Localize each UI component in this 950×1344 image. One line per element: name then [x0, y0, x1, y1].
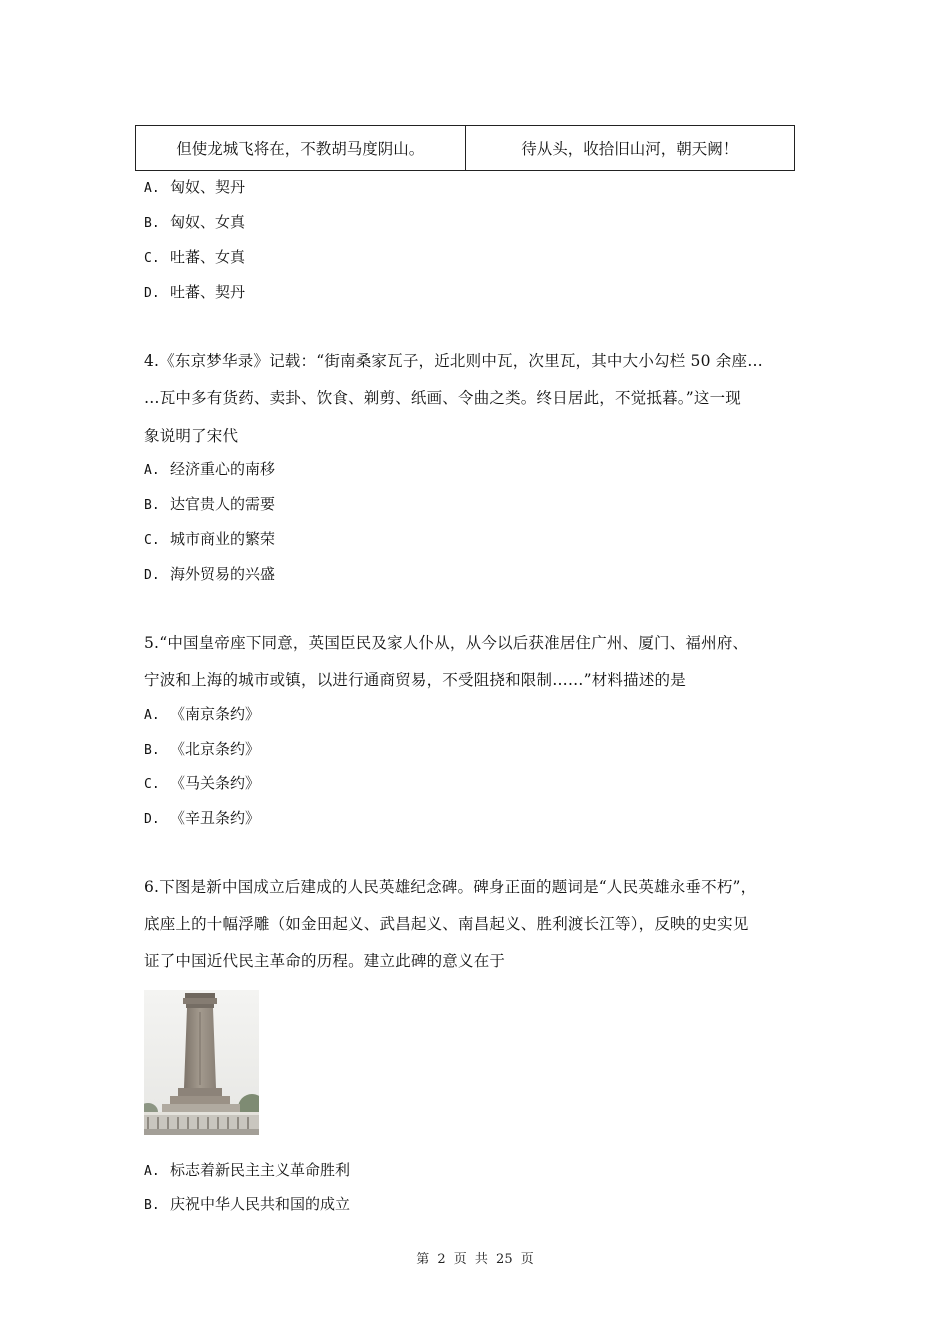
quote-cell-right: 待从头，收拾旧山河，朝天阙！	[521, 140, 739, 158]
q4-option-a: A. 经济重心的南移	[144, 460, 276, 478]
q5-line-1: 5.“中国皇帝座下同意，英国臣民及家人仆从，从今以后获准居住广州、厦门、福州府、	[144, 634, 749, 652]
page-footer: 第 2 页 共 25 页	[416, 1252, 534, 1267]
q6-line-1: 6.下图是新中国成立后建成的人民英雄纪念碑。碑身正面的题词是“人民英雄永垂不朽”，	[144, 878, 757, 896]
q4-option-d: D. 海外贸易的兴盛	[144, 565, 276, 583]
quote-cell-left: 但使龙城飞将在，不教胡马度阴山。	[136, 126, 466, 170]
q4-line-2: …瓦中多有货药、卖卦、饮食、剃剪、纸画、令曲之类。终日居此，不觉抵暮。”这一现	[144, 389, 741, 407]
q4-option-c: C. 城市商业的繁荣	[144, 530, 276, 548]
q3-option-c: C. 吐蕃、女真	[144, 248, 246, 266]
q4-option-b: B. 达官贵人的需要	[144, 495, 276, 513]
q5-option-d: D. 《辛丑条约》	[144, 809, 261, 827]
q5-option-c: C. 《马关条约》	[144, 774, 261, 792]
q3-option-b: B. 匈奴、女真	[144, 213, 246, 231]
q3-option-a: A. 匈奴、契丹	[144, 178, 246, 196]
q4-line-3: 象说明了宋代	[144, 427, 239, 445]
q5-option-a: A. 《南京条约》	[144, 705, 261, 723]
monument-photo	[144, 990, 259, 1135]
q5-option-b: B. 《北京条约》	[144, 740, 261, 758]
q6-line-3: 证了中国近代民主革命的历程。建立此碑的意义在于	[144, 952, 506, 970]
q3-option-d: D. 吐蕃、契丹	[144, 283, 246, 301]
quote-table	[135, 125, 795, 171]
q4-line-1: 4.《东京梦华录》记载：“街南桑家瓦子，近北则中瓦，次里瓦，其中大小勾栏 50 余座…	[144, 352, 763, 370]
q5-line-2: 宁波和上海的城市或镇，以进行通商贸易，不受阻挠和限制……”材料描述的是	[144, 671, 686, 689]
q6-option-a: A. 标志着新民主主义革命胜利	[144, 1161, 351, 1179]
q6-line-2: 底座上的十幅浮雕（如金田起义、武昌起义、南昌起义、胜利渡长江等），反映的史实见	[144, 915, 749, 933]
q6-option-b: B. 庆祝中华人民共和国的成立	[144, 1195, 351, 1213]
